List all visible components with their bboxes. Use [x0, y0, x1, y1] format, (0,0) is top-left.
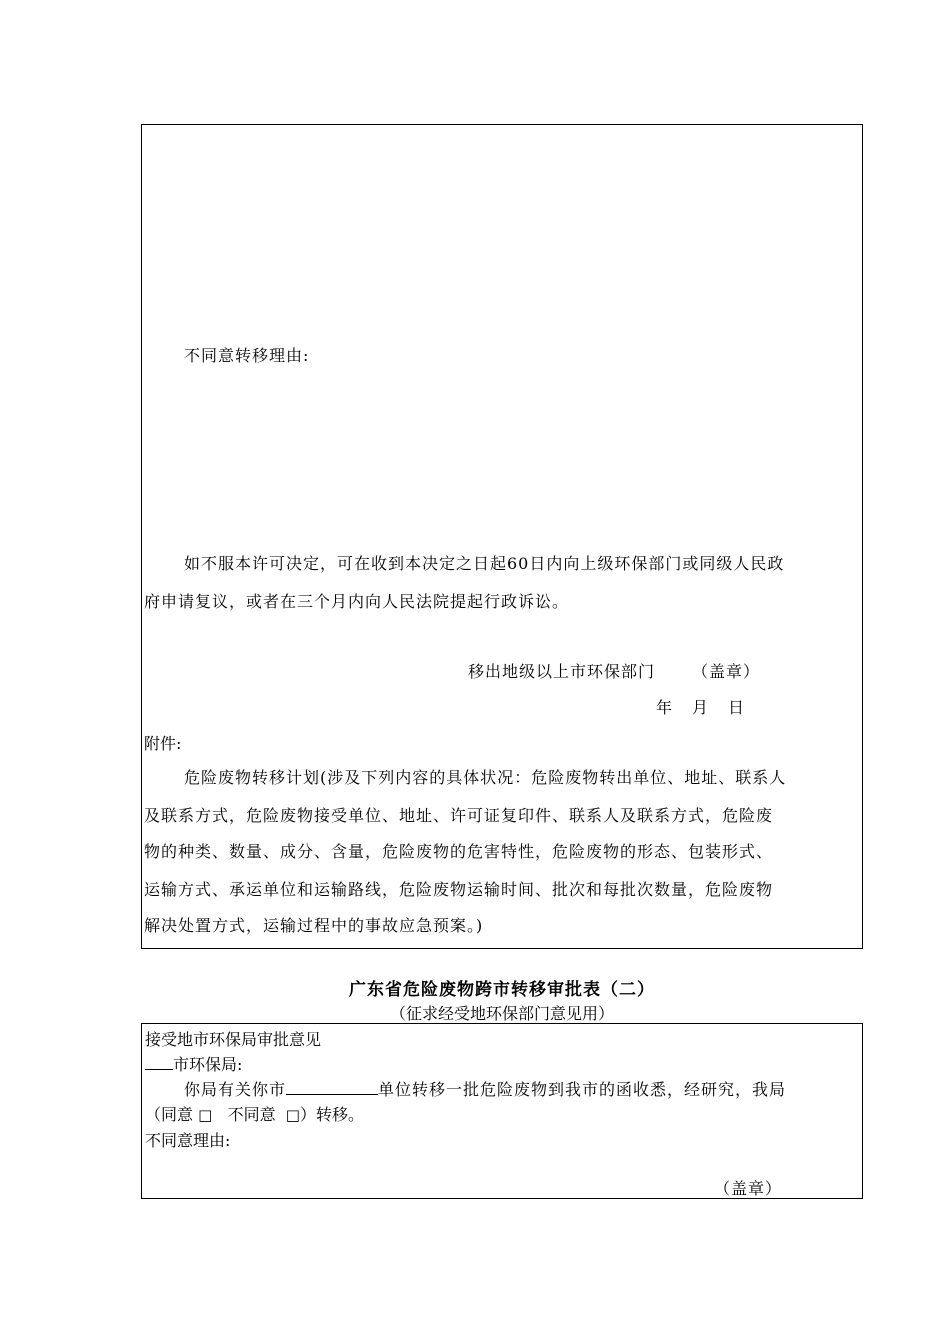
- form2-title: 广东省危险废物跨市转移审批表（二）: [349, 980, 655, 1000]
- choice-open: （同意: [145, 1105, 194, 1124]
- bureau-name-blank[interactable]: [145, 1055, 173, 1070]
- appeal-notice-line1: 如不服本许可决定，可在收到本决定之日起60日内向上级环保部门或同级人民政: [184, 554, 785, 573]
- body-prefix: 你局有关你市: [184, 1080, 287, 1099]
- department-label: 移出地级以上市环保部门: [468, 662, 656, 681]
- attachment-line: 运输方式、承运单位和运输路线，危险废物运输时间、批次和每批次数量，危险废物: [144, 880, 774, 899]
- choice-close: ）转移。: [299, 1105, 364, 1124]
- bureau-line: [145, 1052, 242, 1075]
- form2-header: 接受地市环保局审批意见: [145, 1030, 322, 1049]
- attachment-line: 及联系方式，危险废物接受单位、地址、许可证复印件、联系人及联系方式，危险废: [144, 806, 774, 825]
- choice-disagree: 不同意: [227, 1105, 276, 1124]
- attachment-line: 物的种类、数量、成分、含量，危险废物的危害特性，危险废物的形态、包装形式、: [144, 842, 774, 861]
- attachment-line: 解决处置方式，运输过程中的事故应急预案。): [144, 916, 484, 935]
- agree-checkbox[interactable]: □: [198, 1106, 213, 1124]
- form2-disagree-reason-label: 不同意理由:: [145, 1131, 231, 1150]
- department-seal-label: （盖章）: [692, 662, 761, 681]
- approval-section-box: [141, 124, 863, 949]
- attachment-line: 危险废物转移计划(涉及下列内容的具体状况：危险废物转出单位、地址、联系人: [184, 768, 787, 787]
- form2-body-line: [184, 1077, 786, 1100]
- date-label: 年 月 日: [656, 698, 747, 717]
- bureau-suffix: 市环保局:: [173, 1055, 243, 1074]
- disagree-checkbox[interactable]: □: [285, 1106, 300, 1124]
- form2-subtitle: （征求经受地环保部门意见用）: [389, 1004, 614, 1023]
- disagree-reason-label: 不同意转移理由:: [184, 346, 310, 365]
- choice-line: [145, 1102, 364, 1125]
- appeal-notice-line2: 府申请复议，或者在三个月内向人民法院提起行政诉讼。: [144, 592, 570, 611]
- attachment-label: 附件:: [144, 734, 182, 753]
- body-suffix: 单位转移一批危险废物到我市的函收悉，经研究，我局: [378, 1080, 787, 1099]
- form2-box: [141, 1023, 863, 1199]
- unit-name-blank[interactable]: [286, 1080, 378, 1095]
- form2-seal-label: （盖章）: [714, 1179, 783, 1198]
